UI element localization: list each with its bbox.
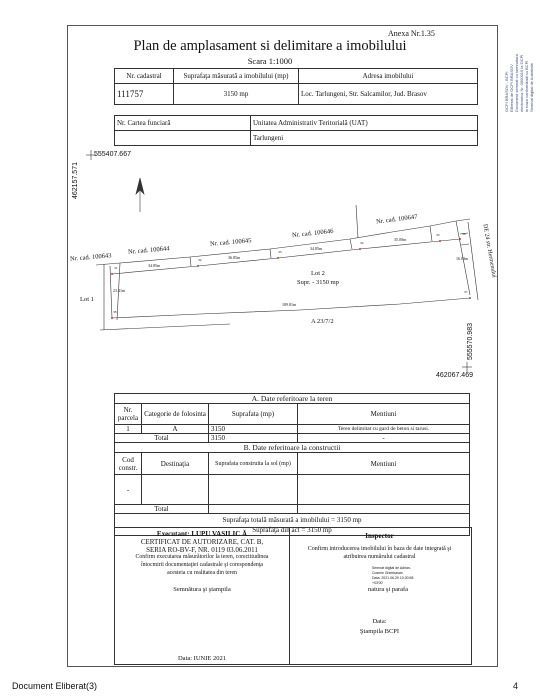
point-number: 36 [462,232,466,236]
digital-signature-line: Semnat digital de Adrian- [372,566,412,570]
row-mentiuni-b [298,475,470,505]
executant-name: Executant: LUPU VASILIC Ă [156,530,248,538]
inspector-confirm: Confirm introducerea imobilului în baza de date integrată şi [307,546,452,552]
executant-confirm: întocmirii documentaţiei cadastrale şi corespondenţa [140,562,263,568]
coord-right: 555570.983 [466,323,474,360]
nr-cadastral-label: Nr. cadastral [115,69,174,84]
suprafata-value: 3150 mp [174,84,299,105]
point-number: 31 [114,266,118,270]
inspector-stamp: Ştampila BCPI [359,628,400,635]
adresa-value: Loc. Tarlungeni, Str. Salcamilor, Jud. Brasov [299,84,478,105]
total-b-label: Total [115,505,209,514]
dimension-label: 34.85m [148,263,161,268]
total-measured: Suprafaţa totală măsurată a imobilului = 3150 mp [222,515,362,524]
coord-top: 555407.667 [94,151,131,158]
section-a-title: A. Date referitoare la teren [115,394,470,404]
side-line: Document semnat cu semnatura [514,54,519,112]
neighbor-label: Nr. cad. 100646 [291,227,334,240]
coord-bottom: 462067.469 [436,372,473,379]
col-suprafata: Suprafata (mp) [209,404,298,425]
point-number: 33 [278,250,282,254]
page-title: Plan de amplasament si delimitare a imobilului [133,38,407,54]
scale-label: Scara 1:1000 [247,56,293,66]
dimension-label: 23.41m [113,288,126,293]
section-b-title: B. Date referitoare la constructii [115,443,470,453]
street-label: DE 24 str. Hermenului [481,223,497,279]
row-cod: - [115,475,142,505]
footer-left: Document Eliberat(3) [12,681,98,691]
point-number: 37 [464,290,468,294]
cf-label: Nr. Cartea funciară [115,116,251,131]
inspector-title: Inspector [365,532,394,540]
side-line: OCPI BRASOV - BCPI [504,71,509,112]
side-line: electronica Nr. 0000019 la OCPI [519,54,524,112]
lot1-label: Lot 1 [80,296,94,303]
row-suprafata-constr [209,475,298,505]
digital-signature-line: Data: 2021.06.29 10:30:58 [372,576,414,580]
total-b-mentiuni [298,505,470,514]
digital-signature-line: Cosmin Ghimbasan [372,571,403,575]
dimension-label: 35.00m [394,237,407,242]
lot2-label: Lot 2 [311,270,325,277]
executant-date: Data: IUNIE 2021 [177,655,226,662]
col-mentiuni-b: Mentiuni [298,453,470,475]
uat-value: Tarlungeni [251,131,478,146]
neighbor-label: Nr. cad. 100643 [69,252,112,263]
col-suprafata-constr: Suprafata construita la sol (mp) [209,453,298,475]
bottom-parcel-label: A 23/7/2 [311,318,334,325]
total-b-suprafata [209,505,298,514]
total-mentiuni: - [298,434,470,443]
col-destinatia: Destinaţia [142,453,209,475]
section-a-table [114,393,470,536]
executant-cert: CERTIFICAT DE AUTORIZARE, CAT. B, [140,538,264,546]
point-number: 32 [198,258,202,262]
side-line: in baza conformitatii cu BCPI [524,60,529,112]
col-categorie: Categorie de folosinta [142,404,209,425]
point-number: 35 [436,233,440,237]
row-nr: 1 [115,425,142,434]
executant-sign: Semnătura şi ştampila [173,586,231,593]
row-mentiuni: Teren delimitat cu gard de beton si tarusi. [298,425,470,434]
row-destinatia [142,475,209,505]
dimension-label: 189.81m [282,302,297,307]
neighbor-label: Nr. cad. 100647 [375,213,418,226]
uat-label: Unitatea Administrativ Teritorială (UAT) [251,116,478,131]
nr-cadastral-value: 111757 [115,84,174,105]
dimension-label: 36.85m [228,255,241,260]
executant-seria: SERIA RO-BV-F, NR. 0119 03.06.2011 [146,546,258,554]
total-act: Suprafaţa din act = 3150 mp [252,525,332,534]
side-line: Semnat digital de Autoritate [529,63,534,112]
total-label: Total [115,434,209,443]
suprafata-label: Suprafaţa măsurată a imobilului (mp) [174,69,299,84]
col-mentiuni: Mentiuni [298,404,470,425]
adresa-label: Adresa imobilului [299,69,478,84]
row-suprafata: 3150 [209,425,298,434]
lot2-area: Supr. - 3150 mp [297,279,339,286]
annex-label: Anexa Nr.1.35 [388,29,435,38]
col-nr-parcela: Nr. parcela [115,404,142,425]
digital-signature-line: +03'00' [372,581,384,585]
point-number: 34 [360,241,364,245]
neighbor-label: Nr. cad. 100645 [209,237,252,248]
executant-confirm: Confirm executarea măsurătorilor la teren, corectitudinea [135,554,269,560]
coord-left: 462157.571 [71,162,79,199]
footer-page-number: 4 [512,681,518,691]
point-number: 38 [113,310,117,314]
dimension-label: 16.03m [456,256,469,261]
side-line: Eliberat de OCPI BRASOV [509,64,514,112]
inspector-date: Data: [372,618,387,625]
total-suprafata: 3150 [209,434,298,443]
inspector-sign: natura şi parafa [368,586,409,593]
inspector-confirm: atribuirea numărului cadastral [343,554,416,560]
dimension-label: 34.85m [310,246,323,251]
executant-confirm: acesteia cu realitatea din teren [167,570,237,576]
neighbor-label: Nr. cad. 100644 [127,245,170,256]
row-categorie: A [142,425,209,434]
col-cod: Cod constr. [115,453,142,475]
